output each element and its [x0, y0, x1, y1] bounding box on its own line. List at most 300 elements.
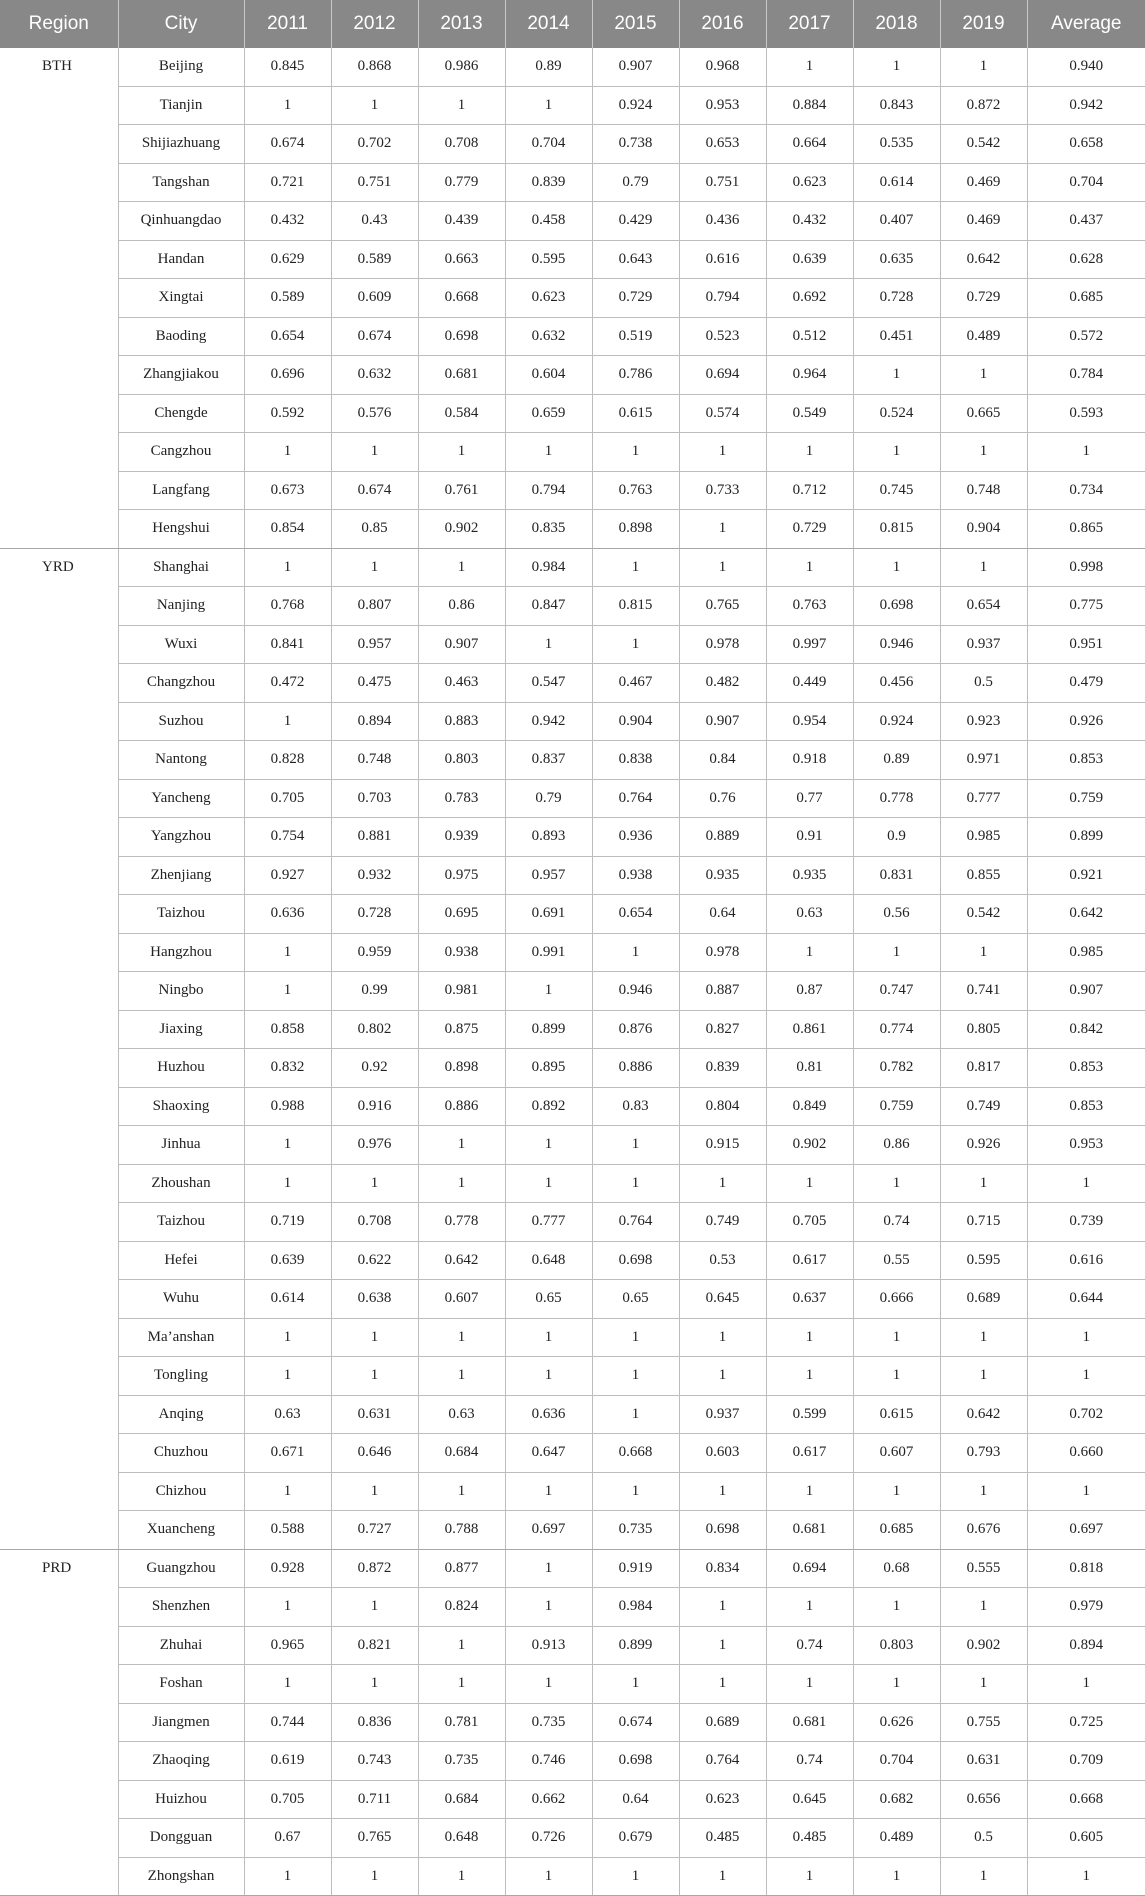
value-cell: 0.654	[940, 587, 1027, 626]
value-cell: 0.614	[853, 163, 940, 202]
value-cell: 1	[331, 433, 418, 472]
value-cell: 0.81	[766, 1049, 853, 1088]
value-cell: 0.919	[592, 1549, 679, 1588]
value-cell: 0.86	[853, 1126, 940, 1165]
value-cell: 0.547	[505, 664, 592, 703]
value-cell: 0.85	[331, 510, 418, 549]
value-cell: 0.793	[940, 1434, 1027, 1473]
value-cell: 0.698	[418, 317, 505, 356]
table-row	[0, 1780, 1145, 1819]
value-cell: 0.751	[679, 163, 766, 202]
value-cell: 1	[679, 1626, 766, 1665]
value-cell: 0.63	[244, 1395, 331, 1434]
value-cell: 1	[505, 625, 592, 664]
value-cell: 0.458	[505, 202, 592, 241]
value-cell: 1	[766, 933, 853, 972]
value-cell: 0.907	[418, 625, 505, 664]
value-cell: 1	[505, 1549, 592, 1588]
value-cell: 0.997	[766, 625, 853, 664]
value-cell: 0.489	[940, 317, 1027, 356]
value-cell: 0.926	[1027, 702, 1145, 741]
value-cell: 0.645	[679, 1280, 766, 1319]
value-cell: 1	[244, 86, 331, 125]
value-cell: 0.902	[418, 510, 505, 549]
table-row	[0, 125, 1145, 164]
value-cell: 0.635	[853, 240, 940, 279]
value-cell: 0.834	[679, 1549, 766, 1588]
table-row	[0, 1472, 1145, 1511]
value-cell: 0.668	[418, 279, 505, 318]
table-row	[0, 1549, 1145, 1588]
column-header: Average	[1027, 0, 1145, 48]
value-cell: 0.765	[679, 587, 766, 626]
value-cell: 1	[766, 48, 853, 86]
value-cell: 0.907	[679, 702, 766, 741]
value-cell: 0.617	[766, 1241, 853, 1280]
value-cell: 0.761	[418, 471, 505, 510]
value-cell: 0.893	[505, 818, 592, 857]
value-cell: 0.89	[505, 48, 592, 86]
column-header: 2017	[766, 0, 853, 48]
value-cell: 1	[940, 1357, 1027, 1396]
value-cell: 0.951	[1027, 625, 1145, 664]
value-cell: 1	[853, 1588, 940, 1627]
table-row	[0, 1588, 1145, 1627]
table-row	[0, 1665, 1145, 1704]
table-row	[0, 1049, 1145, 1088]
value-cell: 0.836	[331, 1703, 418, 1742]
value-cell: 1	[940, 933, 1027, 972]
value-cell: 0.984	[505, 548, 592, 587]
table-row	[0, 1395, 1145, 1434]
value-cell: 0.782	[853, 1049, 940, 1088]
value-cell: 1	[940, 433, 1027, 472]
city-cell: Shaoxing	[118, 1087, 244, 1126]
value-cell: 0.777	[940, 779, 1027, 818]
value-cell: 0.698	[679, 1511, 766, 1550]
value-cell: 0.642	[940, 1395, 1027, 1434]
value-cell: 0.609	[331, 279, 418, 318]
value-cell: 1	[940, 1164, 1027, 1203]
value-cell: 0.831	[853, 856, 940, 895]
value-cell: 0.774	[853, 1010, 940, 1049]
table-row	[0, 856, 1145, 895]
city-cell: Zhuhai	[118, 1626, 244, 1665]
value-cell: 0.728	[331, 895, 418, 934]
value-cell: 0.711	[331, 1780, 418, 1819]
value-cell: 0.747	[853, 972, 940, 1011]
value-cell: 0.681	[766, 1703, 853, 1742]
city-cell: Ningbo	[118, 972, 244, 1011]
city-cell: Qinhuangdao	[118, 202, 244, 241]
city-cell: Zhenjiang	[118, 856, 244, 895]
value-cell: 0.646	[331, 1434, 418, 1473]
value-cell: 0.432	[244, 202, 331, 241]
value-cell: 0.642	[1027, 895, 1145, 934]
value-cell: 0.916	[331, 1087, 418, 1126]
value-cell: 1	[592, 548, 679, 587]
value-cell: 0.783	[418, 779, 505, 818]
value-cell: 0.524	[853, 394, 940, 433]
city-cell: Tianjin	[118, 86, 244, 125]
value-cell: 1	[244, 1126, 331, 1165]
value-cell: 0.854	[244, 510, 331, 549]
value-cell: 0.5	[940, 664, 1027, 703]
value-cell: 0.754	[244, 818, 331, 857]
value-cell: 0.976	[331, 1126, 418, 1165]
table-row	[0, 702, 1145, 741]
city-cell: Jinhua	[118, 1126, 244, 1165]
value-cell: 0.902	[940, 1626, 1027, 1665]
table-row	[0, 1819, 1145, 1858]
value-cell: 0.727	[331, 1511, 418, 1550]
value-cell: 0.729	[766, 510, 853, 549]
value-cell: 0.512	[766, 317, 853, 356]
city-cell: Hangzhou	[118, 933, 244, 972]
column-header: 2011	[244, 0, 331, 48]
value-cell: 1	[592, 625, 679, 664]
city-cell: Baoding	[118, 317, 244, 356]
city-cell: Shijiazhuang	[118, 125, 244, 164]
value-cell: 1	[592, 1318, 679, 1357]
value-cell: 0.623	[505, 279, 592, 318]
table-row	[0, 471, 1145, 510]
value-cell: 0.705	[244, 1780, 331, 1819]
value-cell: 0.839	[505, 163, 592, 202]
value-cell: 0.827	[679, 1010, 766, 1049]
value-cell: 1	[766, 1665, 853, 1704]
value-cell: 1	[853, 1665, 940, 1704]
value-cell: 1	[592, 1357, 679, 1396]
value-cell: 0.65	[592, 1280, 679, 1319]
value-cell: 0.694	[766, 1549, 853, 1588]
value-cell: 0.763	[592, 471, 679, 510]
table-row	[0, 779, 1145, 818]
value-cell: 0.607	[853, 1434, 940, 1473]
table-row	[0, 548, 1145, 587]
value-cell: 1	[853, 933, 940, 972]
value-cell: 0.959	[331, 933, 418, 972]
value-cell: 0.642	[940, 240, 1027, 279]
value-cell: 0.704	[1027, 163, 1145, 202]
value-cell: 0.849	[766, 1087, 853, 1126]
value-cell: 0.988	[244, 1087, 331, 1126]
value-cell: 0.469	[940, 202, 1027, 241]
city-cell: Zhangjiakou	[118, 356, 244, 395]
value-cell: 0.665	[940, 394, 1027, 433]
value-cell: 0.708	[331, 1203, 418, 1242]
value-cell: 0.632	[331, 356, 418, 395]
value-cell: 0.748	[331, 741, 418, 780]
city-cell: Xingtai	[118, 279, 244, 318]
value-cell: 0.904	[592, 702, 679, 741]
value-cell: 1	[679, 1665, 766, 1704]
value-cell: 0.957	[505, 856, 592, 895]
value-cell: 1	[940, 548, 1027, 587]
value-cell: 0.682	[853, 1780, 940, 1819]
value-cell: 1	[244, 1588, 331, 1627]
value-cell: 0.729	[592, 279, 679, 318]
value-cell: 0.576	[331, 394, 418, 433]
value-cell: 0.671	[244, 1434, 331, 1473]
value-cell: 1	[505, 1318, 592, 1357]
value-cell: 0.704	[853, 1742, 940, 1781]
table-row	[0, 1241, 1145, 1280]
value-cell: 1	[418, 1626, 505, 1665]
city-cell: Zhaoqing	[118, 1742, 244, 1781]
value-cell: 0.991	[505, 933, 592, 972]
value-cell: 0.924	[592, 86, 679, 125]
region-cell: YRD	[0, 548, 118, 1549]
value-cell: 1	[418, 433, 505, 472]
value-cell: 0.92	[331, 1049, 418, 1088]
value-cell: 0.574	[679, 394, 766, 433]
region-cell: BTH	[0, 48, 118, 548]
city-cell: Huizhou	[118, 1780, 244, 1819]
value-cell: 0.639	[244, 1241, 331, 1280]
value-cell: 0.593	[1027, 394, 1145, 433]
value-cell: 0.861	[766, 1010, 853, 1049]
value-cell: 1	[766, 1472, 853, 1511]
value-cell: 0.968	[679, 48, 766, 86]
city-cell: Huzhou	[118, 1049, 244, 1088]
value-cell: 0.932	[331, 856, 418, 895]
value-cell: 0.735	[592, 1511, 679, 1550]
value-cell: 1	[679, 433, 766, 472]
value-cell: 0.668	[1027, 1780, 1145, 1819]
value-cell: 0.886	[418, 1087, 505, 1126]
value-cell: 0.788	[418, 1511, 505, 1550]
value-cell: 0.887	[679, 972, 766, 1011]
value-cell: 1	[592, 1164, 679, 1203]
value-cell: 0.847	[505, 587, 592, 626]
value-cell: 0.927	[244, 856, 331, 895]
value-cell: 0.666	[853, 1280, 940, 1319]
value-cell: 1	[766, 1857, 853, 1896]
value-cell: 0.599	[766, 1395, 853, 1434]
value-cell: 1	[505, 972, 592, 1011]
value-cell: 0.899	[1027, 818, 1145, 857]
value-cell: 0.648	[418, 1819, 505, 1858]
city-cell: Tongling	[118, 1357, 244, 1396]
value-cell: 0.832	[244, 1049, 331, 1088]
value-cell: 0.803	[418, 741, 505, 780]
table-row	[0, 1087, 1145, 1126]
table-row	[0, 1164, 1145, 1203]
value-cell: 0.884	[766, 86, 853, 125]
city-cell: Ma’anshan	[118, 1318, 244, 1357]
value-cell: 0.451	[853, 317, 940, 356]
city-cell: Yangzhou	[118, 818, 244, 857]
value-cell: 0.439	[418, 202, 505, 241]
value-cell: 0.658	[1027, 125, 1145, 164]
value-cell: 0.721	[244, 163, 331, 202]
value-cell: 0.555	[940, 1549, 1027, 1588]
table-row	[0, 433, 1145, 472]
value-cell: 0.638	[331, 1280, 418, 1319]
value-cell: 0.739	[1027, 1203, 1145, 1242]
column-header: 2012	[331, 0, 418, 48]
city-cell: Jiaxing	[118, 1010, 244, 1049]
value-cell: 0.595	[940, 1241, 1027, 1280]
value-cell: 0.749	[679, 1203, 766, 1242]
value-cell: 1	[505, 1357, 592, 1396]
value-cell: 0.572	[1027, 317, 1145, 356]
value-cell: 0.835	[505, 510, 592, 549]
value-cell: 1	[331, 86, 418, 125]
value-cell: 0.815	[853, 510, 940, 549]
table-row	[0, 510, 1145, 549]
table-row	[0, 1357, 1145, 1396]
value-cell: 0.965	[244, 1626, 331, 1665]
city-cell: Zhongshan	[118, 1857, 244, 1896]
value-cell: 0.83	[592, 1087, 679, 1126]
value-cell: 0.463	[418, 664, 505, 703]
value-cell: 0.712	[766, 471, 853, 510]
value-cell: 0.803	[853, 1626, 940, 1665]
value-cell: 1	[592, 1395, 679, 1434]
value-cell: 0.698	[592, 1742, 679, 1781]
value-cell: 0.469	[940, 163, 1027, 202]
value-cell: 0.794	[679, 279, 766, 318]
value-cell: 0.636	[244, 895, 331, 934]
value-cell: 0.942	[505, 702, 592, 741]
value-cell: 0.936	[592, 818, 679, 857]
value-cell: 0.734	[1027, 471, 1145, 510]
table-row	[0, 1511, 1145, 1550]
value-cell: 1	[1027, 433, 1145, 472]
city-cell: Changzhou	[118, 664, 244, 703]
value-cell: 0.692	[766, 279, 853, 318]
value-cell: 0.985	[940, 818, 1027, 857]
value-cell: 1	[418, 548, 505, 587]
value-cell: 0.709	[1027, 1742, 1145, 1781]
value-cell: 0.979	[1027, 1588, 1145, 1627]
table-row	[0, 1703, 1145, 1742]
value-cell: 0.764	[679, 1742, 766, 1781]
value-cell: 0.845	[244, 48, 331, 86]
table-row	[0, 1010, 1145, 1049]
value-cell: 1	[505, 86, 592, 125]
value-cell: 1	[244, 933, 331, 972]
value-cell: 0.694	[679, 356, 766, 395]
value-cell: 0.824	[418, 1588, 505, 1627]
value-cell: 0.763	[766, 587, 853, 626]
value-cell: 1	[505, 1857, 592, 1896]
value-cell: 0.821	[331, 1626, 418, 1665]
value-cell: 1	[592, 933, 679, 972]
value-cell: 1	[418, 86, 505, 125]
value-cell: 1	[592, 1126, 679, 1165]
value-cell: 0.907	[1027, 972, 1145, 1011]
value-cell: 0.623	[679, 1780, 766, 1819]
value-cell: 0.953	[679, 86, 766, 125]
column-header: 2013	[418, 0, 505, 48]
value-cell: 0.482	[679, 664, 766, 703]
value-cell: 0.946	[853, 625, 940, 664]
value-cell: 0.436	[679, 202, 766, 241]
value-cell: 0.74	[766, 1626, 853, 1665]
value-cell: 0.764	[592, 1203, 679, 1242]
city-cell: Wuxi	[118, 625, 244, 664]
value-cell: 0.902	[766, 1126, 853, 1165]
table-row	[0, 356, 1145, 395]
value-cell: 0.437	[1027, 202, 1145, 241]
value-cell: 0.542	[940, 895, 1027, 934]
value-cell: 0.892	[505, 1087, 592, 1126]
value-cell: 0.654	[244, 317, 331, 356]
value-cell: 0.668	[592, 1434, 679, 1473]
value-cell: 1	[679, 1588, 766, 1627]
value-cell: 0.588	[244, 1511, 331, 1550]
value-cell: 1	[1027, 1164, 1145, 1203]
value-cell: 0.631	[940, 1742, 1027, 1781]
value-cell: 0.86	[418, 587, 505, 626]
value-cell: 1	[853, 1472, 940, 1511]
value-cell: 0.589	[244, 279, 331, 318]
value-cell: 0.837	[505, 741, 592, 780]
city-cell: Yancheng	[118, 779, 244, 818]
value-cell: 0.895	[505, 1049, 592, 1088]
value-cell: 0.938	[592, 856, 679, 895]
city-cell: Suzhou	[118, 702, 244, 741]
value-cell: 0.953	[1027, 1126, 1145, 1165]
column-header: City	[118, 0, 244, 48]
value-cell: 0.872	[940, 86, 1027, 125]
value-cell: 0.616	[679, 240, 766, 279]
value-cell: 1	[853, 433, 940, 472]
value-cell: 0.923	[940, 702, 1027, 741]
value-cell: 1	[331, 1665, 418, 1704]
value-cell: 1	[592, 1857, 679, 1896]
value-cell: 0.828	[244, 741, 331, 780]
city-cell: Nantong	[118, 741, 244, 780]
value-cell: 0.778	[853, 779, 940, 818]
value-cell: 0.674	[331, 317, 418, 356]
city-cell: Beijing	[118, 48, 244, 86]
value-cell: 0.928	[244, 1549, 331, 1588]
value-cell: 0.729	[940, 279, 1027, 318]
value-cell: 1	[418, 1857, 505, 1896]
value-cell: 1	[331, 1472, 418, 1511]
table-row	[0, 895, 1145, 934]
value-cell: 0.705	[766, 1203, 853, 1242]
value-cell: 0.898	[418, 1049, 505, 1088]
value-cell: 0.614	[244, 1280, 331, 1319]
value-cell: 1	[679, 1318, 766, 1357]
value-cell: 0.656	[940, 1780, 1027, 1819]
value-cell: 0.84	[679, 741, 766, 780]
value-cell: 0.842	[1027, 1010, 1145, 1049]
value-cell: 1	[1027, 1857, 1145, 1896]
value-cell: 0.449	[766, 664, 853, 703]
table-row	[0, 86, 1145, 125]
value-cell: 0.592	[244, 394, 331, 433]
value-cell: 1	[505, 433, 592, 472]
value-cell: 1	[1027, 1665, 1145, 1704]
value-cell: 0.986	[418, 48, 505, 86]
value-cell: 0.984	[592, 1588, 679, 1627]
value-cell: 0.475	[331, 664, 418, 703]
value-cell: 1	[244, 702, 331, 741]
value-cell: 0.523	[679, 317, 766, 356]
value-cell: 1	[940, 1665, 1027, 1704]
value-cell: 1	[766, 1357, 853, 1396]
value-cell: 0.673	[244, 471, 331, 510]
table-row	[0, 163, 1145, 202]
value-cell: 1	[331, 1588, 418, 1627]
table-row	[0, 1318, 1145, 1357]
